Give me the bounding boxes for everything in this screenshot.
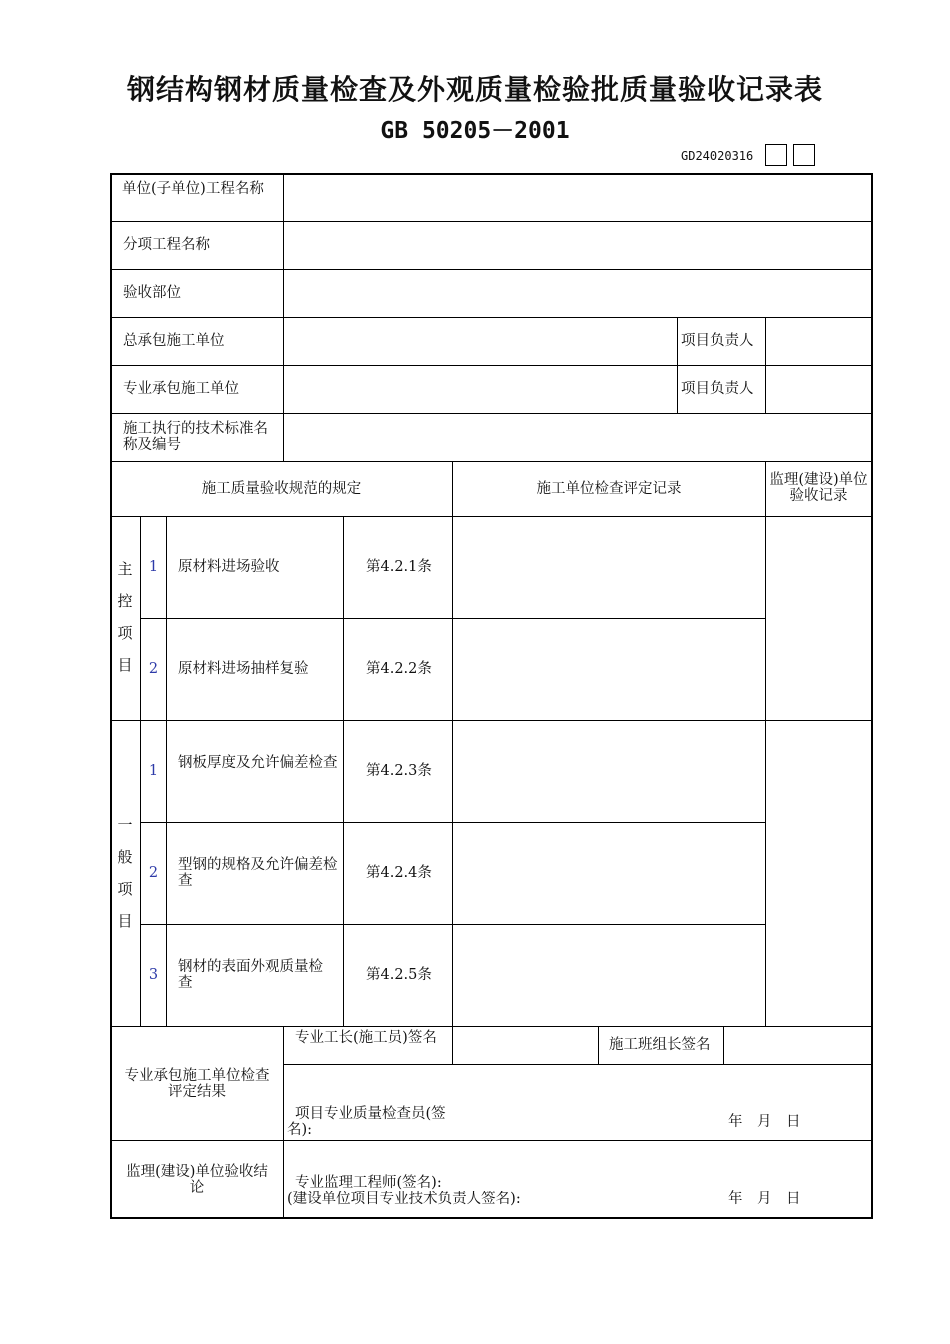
item-clause: 第4.2.1条	[366, 559, 432, 575]
record-cell[interactable]	[453, 517, 764, 617]
form-code-box-1[interactable]	[765, 144, 787, 166]
col-divider	[166, 516, 167, 1026]
acceptance-part-label: 验收部位	[123, 285, 181, 301]
date-2: 年 月 日	[728, 1191, 801, 1207]
supervision-cell-general[interactable]	[766, 721, 871, 1025]
item-clause: 第4.2.5条	[366, 967, 432, 983]
spec-column-header: 施工质量验收规范的规定	[201, 481, 362, 497]
owner-tech-sign[interactable]: (建设单位项目专业技术负责人签名):	[287, 1191, 521, 1207]
supervisor-sign[interactable]: 专业监理工程师(签名):	[295, 1175, 442, 1191]
item-name: 原材料进场验收	[178, 559, 280, 575]
project-manager-field-1[interactable]	[766, 318, 871, 364]
supervision-column-header: 监理(建设)单位验收记录	[769, 472, 868, 504]
supervision-conclusion-label: 监理(建设)单位验收结论	[126, 1164, 268, 1196]
unit-project-name-label: 单位(子单位)工程名称	[122, 181, 264, 197]
col-divider	[343, 516, 344, 1026]
sub-project-name-label: 分项工程名称	[123, 237, 210, 253]
acceptance-part-field[interactable]	[284, 270, 871, 316]
item-name: 钢板厚度及允许偏差检查	[178, 755, 338, 771]
col-divider	[677, 317, 678, 413]
date-1: 年 月 日	[728, 1114, 801, 1130]
project-manager-label-2: 项目负责人	[681, 381, 754, 397]
owner-tech-sign-clip	[287, 1191, 527, 1217]
item-clause: 第4.2.3条	[366, 763, 432, 779]
foreman-sign-field[interactable]	[453, 1027, 597, 1063]
sub-contractor-field[interactable]	[284, 366, 676, 412]
item-clause: 第4.2.4条	[366, 865, 432, 881]
general-contractor-field[interactable]	[284, 318, 676, 364]
sub-project-name-field[interactable]	[284, 222, 871, 268]
standard-name-field[interactable]	[284, 414, 871, 460]
item-clause: 第4.2.2条	[366, 661, 432, 677]
item-number: 3	[148, 967, 159, 983]
row-divider	[110, 461, 873, 462]
record-cell[interactable]	[453, 823, 764, 923]
unit-project-name-field[interactable]	[284, 174, 871, 220]
item-number: 1	[148, 559, 159, 575]
item-number: 2	[148, 661, 159, 677]
col-divider	[598, 1026, 599, 1064]
team-leader-sign-field[interactable]	[724, 1027, 871, 1063]
supervision-cell-main[interactable]	[766, 517, 871, 719]
main-control-label: 主 控 项 目	[117, 560, 133, 674]
record-cell[interactable]	[453, 925, 764, 1025]
form-code-box-2[interactable]	[793, 144, 815, 166]
item-name: 原材料进场抽样复验	[178, 661, 309, 677]
document-standard: GB 50205－2001	[380, 118, 570, 144]
item-name: 钢材的表面外观质量检查	[178, 959, 323, 991]
record-cell[interactable]	[453, 619, 764, 719]
project-manager-field-2[interactable]	[766, 366, 871, 412]
general-items-label: 一 般 项 目	[117, 816, 133, 930]
row-divider	[110, 1140, 873, 1141]
item-number: 1	[148, 763, 159, 779]
record-cell[interactable]	[453, 721, 764, 821]
item-name: 型钢的规格及允许偏差检查	[178, 857, 338, 889]
item-number: 2	[148, 865, 159, 881]
contractor-result-label: 专业承包施工单位检查评定结果	[124, 1068, 270, 1100]
team-leader-sign-label: 施工班组长签名	[609, 1037, 711, 1053]
record-column-header: 施工单位检查评定记录	[536, 481, 682, 497]
general-contractor-label: 总承包施工单位	[123, 333, 225, 349]
foreman-sign-label: 专业工长(施工员)签名	[295, 1030, 437, 1046]
qc-inspector-sign[interactable]: 项目专业质量检查员(签名):	[287, 1106, 446, 1138]
document-title: 钢结构钢材质量检查及外观质量检验批质量验收记录表	[126, 73, 823, 106]
project-manager-label-1: 项目负责人	[681, 333, 754, 349]
sub-contractor-label: 专业承包施工单位	[123, 381, 239, 397]
row-divider	[283, 1064, 873, 1065]
col-divider	[283, 1026, 284, 1218]
form-code: GD24020316	[681, 149, 754, 163]
standard-name-label: 施工执行的技术标准名称及编号	[123, 421, 268, 453]
